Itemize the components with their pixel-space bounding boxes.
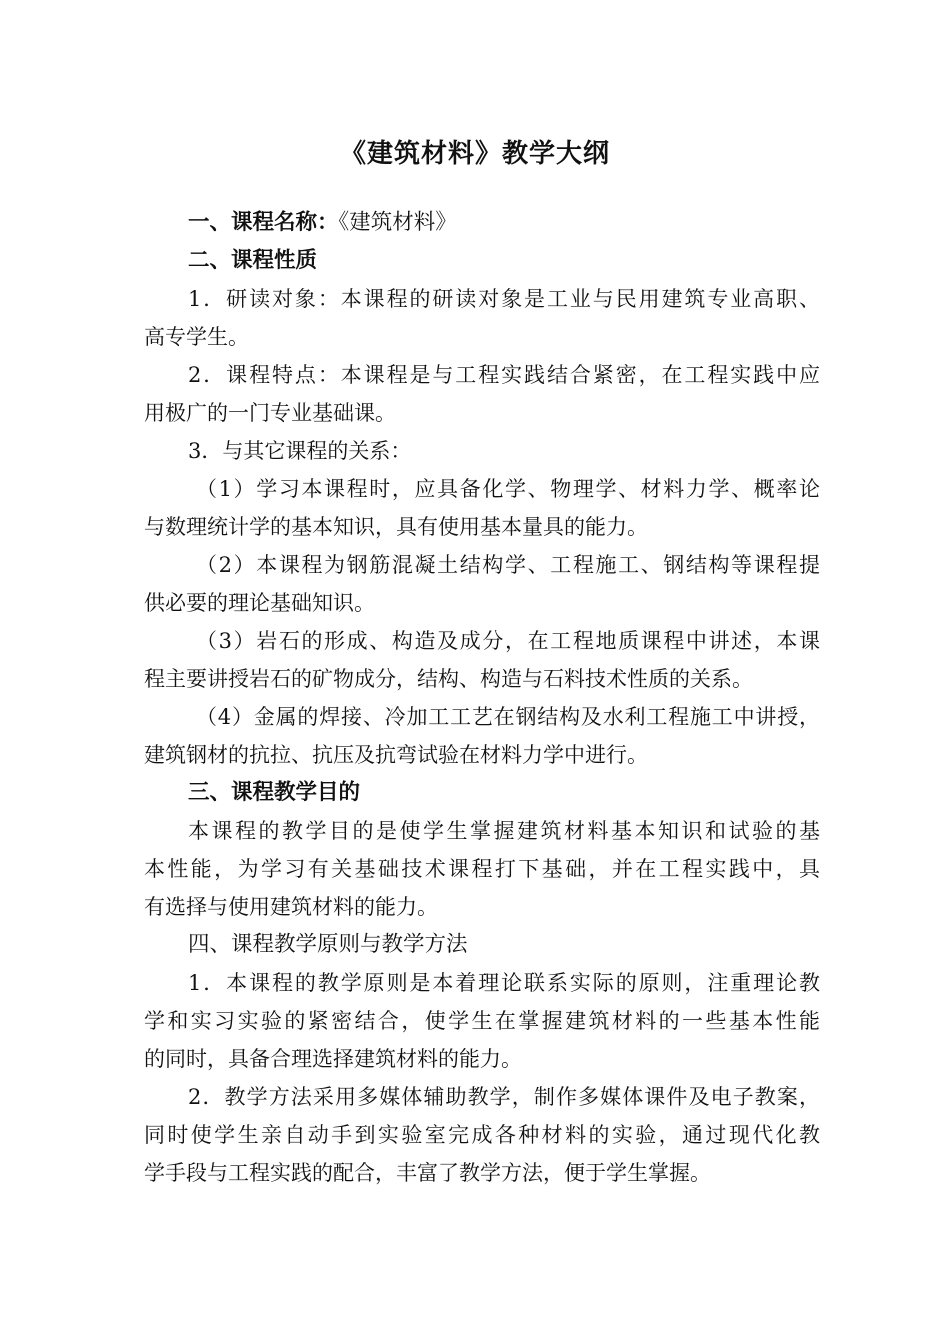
paragraph-line: 1．研读对象：本课程的研读对象是工业与民用建筑专业高职、: [188, 287, 820, 311]
paragraph-line: 1．本课程的教学原则是本着理论联系实际的原则，注重理论教: [188, 971, 820, 995]
paragraph-line: 学和实习实验的紧密结合，使学生在掌握建筑材料的一些基本性能: [144, 1009, 820, 1033]
document-body: [144, 204, 820, 1192]
paragraph-line: 与数理统计学的基本知识，具有使用基本量具的能力。: [144, 515, 648, 539]
paragraph-line: 3．与其它课程的关系：: [188, 439, 412, 463]
paragraph-line: （1）学习本课程时，应具备化学、物理学、材料力学、概率论: [196, 477, 820, 501]
paragraph-line: 2．课程特点：本课程是与工程实践结合紧密，在工程实践中应: [188, 363, 820, 387]
paragraph-line: 2．教学方法采用多媒体辅助教学，制作多媒体课件及电子教案，: [188, 1085, 820, 1109]
section-heading-course-nature: 二、课程性质: [188, 248, 318, 273]
section-heading-teaching-goal: 三、课程教学目的: [188, 780, 361, 805]
paragraph-line: 同时使学生亲自动手到实验室完成各种材料的实验，通过现代化教: [144, 1123, 820, 1147]
paragraph-line: 程主要讲授岩石的矿物成分，结构、构造与石料技术性质的关系。: [144, 667, 753, 691]
paragraph-line: 用极广的一门专业基础课。: [144, 401, 396, 425]
paragraph-line: （4）金属的焊接、冷加工工艺在钢结构及水利工程施工中讲授，: [196, 705, 820, 729]
section-heading-course-name: [144, 204, 820, 242]
paragraph-line: 有选择与使用建筑材料的能力。: [144, 895, 438, 919]
paragraph-line: 高专学生。: [144, 325, 249, 349]
paragraph-line: （2）本课程为钢筋混凝土结构学、工程施工、钢结构等课程提: [196, 553, 820, 577]
paragraph-line: 供必要的理论基础知识。: [144, 591, 375, 615]
paragraph-line: 建筑钢材的抗拉、抗压及抗弯试验在材料力学中进行。: [144, 743, 648, 767]
heading-label: 一、课程名称：: [188, 210, 339, 235]
paragraph-line: （3）岩石的形成、构造及成分，在工程地质课程中讲述，本课: [196, 629, 820, 653]
document-title: 《建筑材料》教学大纲: [339, 139, 610, 169]
paragraph-line: 本课程的教学目的是使学生掌握建筑材料基本知识和试验的基: [188, 819, 820, 843]
paragraph-line: 本性能，为学习有关基础技术课程打下基础，并在工程实践中，具: [144, 857, 820, 881]
course-name-value: 《建筑材料》: [338, 210, 457, 235]
paragraph-line: 的同时，具备合理选择建筑材料的能力。: [144, 1047, 522, 1071]
paragraph-line: 学手段与工程实践的配合，丰富了教学方法，便于学生掌握。: [144, 1161, 711, 1185]
section-heading-teaching-method: 四、课程教学原则与教学方法: [188, 932, 468, 957]
